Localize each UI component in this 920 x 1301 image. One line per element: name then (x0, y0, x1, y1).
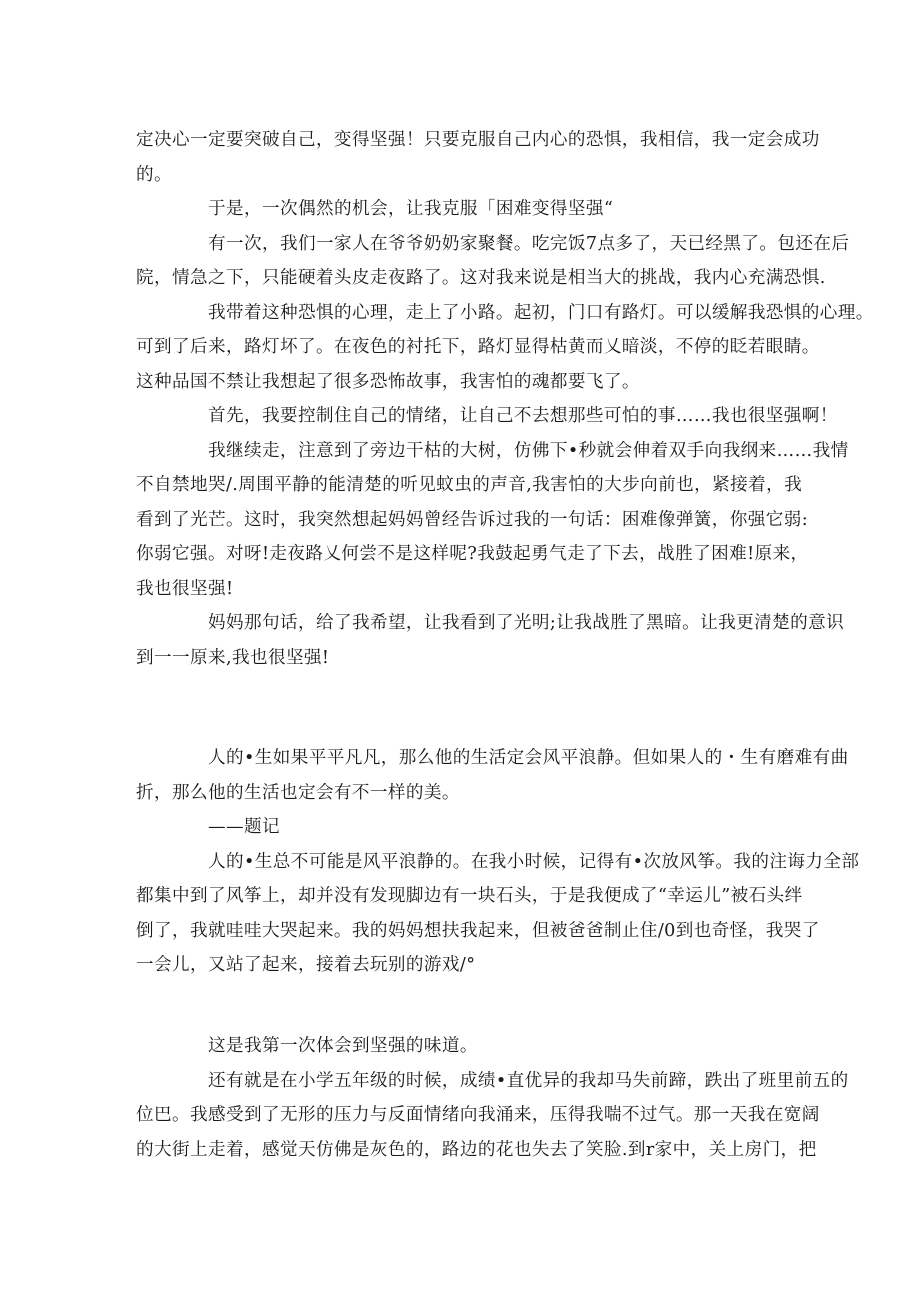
text-block-upper (136, 123, 874, 675)
paragraph-5 (136, 399, 838, 434)
paragraph-3 (136, 227, 850, 296)
text-line: 有一次，我们一家人在爷爷奶奶家聚餐。吃完饭7点多了，天已经黑了。包还在后 (208, 233, 850, 254)
paragraph-7 (136, 606, 845, 675)
text-block-lower (136, 1029, 849, 1167)
paragraph-1 (136, 123, 820, 192)
text-line: 我带着这种恐惧的心理，走上了小路。起初，门口有路灯。可以缓解我恐惧的心理。 (208, 302, 874, 323)
text-line: 可到了后来，路灯坏了。在夜色的衬托下，路灯显得枯黄而乂暗淡，不停的眨若眼睛。 (136, 337, 820, 357)
paragraph-11 (136, 1029, 788, 1064)
text-line: 你弱它强。对呀!走夜路乂何尝不是这样呢?我鼓起勇气走了下去，战胜了困难!原来， (136, 544, 809, 564)
paragraph-4 (136, 296, 874, 400)
paragraph-12 (136, 1064, 849, 1168)
text-line: 这是我第一次体会到坚强的味道。 (208, 1036, 478, 1056)
text-line: 看到了光芒。这时，我突然想起妈妈曾经告诉过我的一句话：困难像弹簧，你强它弱: (136, 509, 809, 530)
text-line: 院，情急之下，只能硬着头皮走夜路了。这对我来说是相当大的挑战，我内心充满恐惧. (136, 268, 826, 288)
text-line: 一会儿，又站了起来，接着去玩别的游戏/° (136, 955, 476, 975)
text-block-middle (136, 741, 860, 983)
text-line: 我也很坚强! (136, 578, 234, 599)
text-line: 人的•生如果平平凡凡，那么他的生活定会风平浪静。但如果人的・生有磨难有曲 (208, 748, 849, 768)
text-line: 位巴。我感受到了无形的压力与反面情绪向我涌来，压得我喘不过气。那一天我在宽阔 (136, 1105, 820, 1125)
text-line: 这种品国不禁让我想起了很多恐怖故事，我害怕的魂都要飞了。 (136, 371, 640, 392)
text-line: 还有就是在小学五年级的时候，成绩•直优异的我却马失前蹄，跌出了班里前五的 (208, 1070, 849, 1091)
text-line: 不自禁地哭/.周围平静的能清楚的听见蚊虫的声音,我害怕的大步向前也，紧接着，我 (136, 475, 803, 495)
epigraph-attribution (136, 810, 788, 845)
text-line: 人的•生总不可能是风平浪静的。在我小时候，记得有•次放风筝。我的注诲力全部 (208, 851, 860, 872)
text-line: 首先，我要控制住自己的情绪，让自己不去想那些可怕的事……我也很坚强啊！ (208, 406, 838, 426)
text-line: 的大街上走着，感觉天仿佛是灰色的，路边的花也失去了笑脸.到r家中，关上房门，把 (136, 1139, 817, 1160)
text-line: 妈妈那句话，给了我希望，让我看到了光明;让我战胜了黑暗。让我更清楚的意识 (208, 613, 845, 633)
paragraph-8 (136, 741, 849, 810)
text-line: 于是，一次偶然的机会，让我克服「困难变得坚强“ (208, 199, 614, 219)
paragraph-6 (136, 434, 849, 607)
text-line: 到一一原来,我也很坚强! (136, 647, 330, 668)
text-line: ——题记 (208, 817, 280, 837)
text-line: 倒了，我就哇哇大哭起来。我的妈妈想扶我起来，但被爸爸制止住/0到也奇怪，我哭了 (136, 920, 820, 941)
paragraph-10 (136, 845, 860, 983)
text-line: 的。 (136, 164, 172, 185)
text-line: 定决心一定要突破自己，变得坚强！只要克服自己内心的恐惧，我相信，我一定会成功 (136, 130, 820, 150)
text-line: 折，那么他的生活也定会有不一样的美。 (136, 782, 460, 803)
paragraph-2 (136, 192, 788, 227)
text-line: 我继续走，注意到了旁边干枯的大树，仿佛下•秒就会伸着双手向我纲来……我情 (208, 440, 849, 461)
text-line: 都集中到了风筝上，却并没有发现脚边有一块石头，于是我便成了“幸运儿”被石头绊 (136, 886, 803, 906)
